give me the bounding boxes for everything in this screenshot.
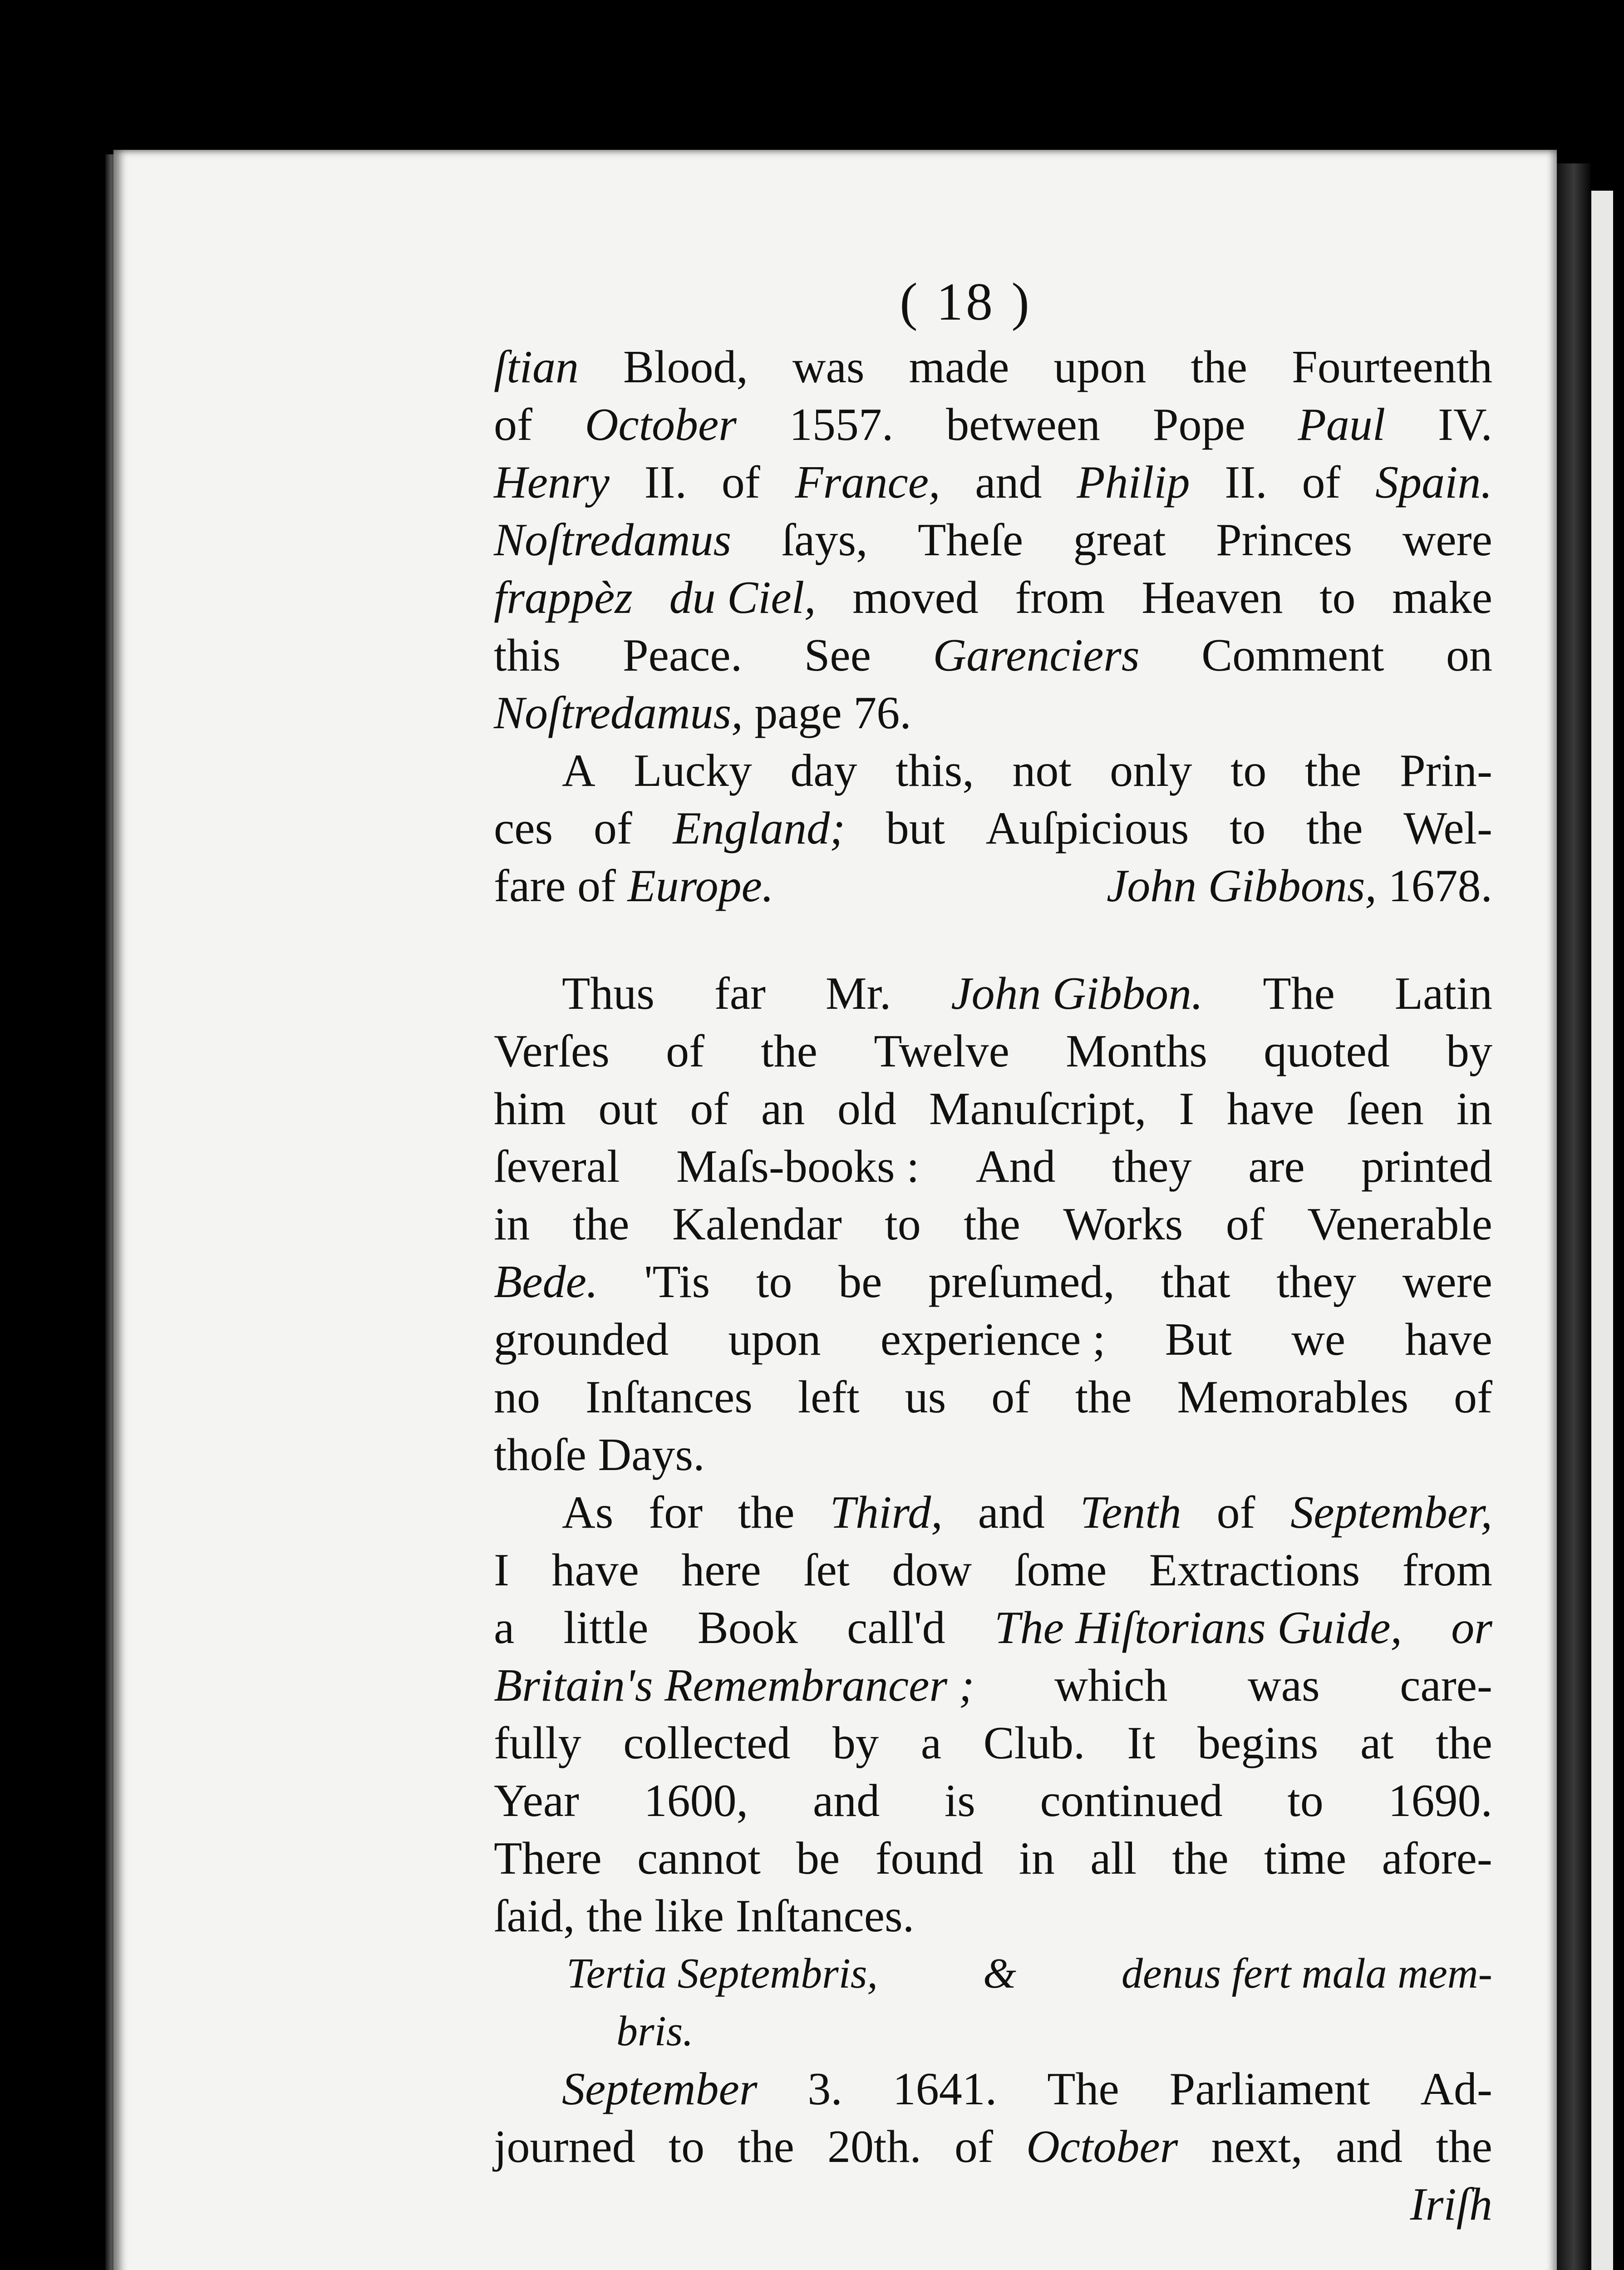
word: Britain's Remembrancer ;	[494, 1660, 974, 1711]
word: by	[1446, 1026, 1492, 1077]
word: have	[1226, 1083, 1314, 1135]
word: upon	[1053, 341, 1147, 393]
text-line-10	[494, 857, 1492, 915]
word: not	[1012, 745, 1072, 796]
word: and	[812, 1775, 880, 1826]
word: of	[1454, 1372, 1492, 1423]
word: next,	[1211, 2121, 1303, 2172]
word: have	[1405, 1314, 1492, 1365]
word: no	[494, 1372, 540, 1423]
word: Book	[697, 1602, 798, 1653]
word: Noſtredamus,	[494, 687, 743, 739]
word: II.	[644, 457, 687, 508]
word: little	[563, 1602, 649, 1653]
word: Third,	[830, 1487, 943, 1538]
word: of	[721, 457, 760, 508]
word: collected	[623, 1717, 791, 1769]
word: Fourteenth	[1292, 341, 1492, 393]
word: Verſes	[494, 1026, 610, 1077]
word: for	[649, 1487, 703, 1538]
word: I	[1179, 1083, 1195, 1135]
word: and	[978, 1487, 1045, 1538]
word: Auſpicious	[985, 803, 1189, 854]
word: a	[920, 1717, 941, 1769]
word: to	[1319, 572, 1356, 623]
text-line-19	[494, 1426, 1492, 1484]
word: in	[1456, 1083, 1492, 1135]
word: frappèz	[494, 572, 633, 623]
word: to	[756, 1256, 792, 1308]
text-line-26	[494, 1830, 1492, 1887]
page-text	[494, 268, 1492, 2233]
word: &	[983, 1950, 1016, 1997]
text-line-11	[494, 965, 1492, 1022]
word: ces	[494, 803, 553, 854]
word: denus fert mala mem-	[1121, 1950, 1492, 1997]
word: and	[975, 457, 1042, 508]
word: Months	[1066, 1026, 1207, 1077]
word: The	[1047, 2063, 1119, 2115]
text-line-23	[494, 1657, 1492, 1714]
word: du Ciel,	[669, 572, 816, 623]
text-line-22	[494, 1599, 1492, 1657]
word: were	[1402, 514, 1492, 566]
text-line-2	[494, 396, 1492, 454]
word: Pope	[1152, 399, 1245, 450]
word: Tertia Septembris,	[566, 1950, 878, 1997]
word: Venerable	[1307, 1199, 1492, 1250]
word: we	[1291, 1314, 1346, 1365]
word: an	[761, 1083, 805, 1135]
word: The Hiſtorians Guide,	[994, 1602, 1403, 1653]
text-line-17	[494, 1311, 1492, 1368]
text-line-20	[494, 1484, 1492, 1541]
word: ſtian	[494, 341, 579, 393]
text-line-7	[494, 684, 1492, 742]
word: September,	[1290, 1487, 1492, 1538]
text-line-14	[494, 1138, 1492, 1195]
text-line-16	[494, 1253, 1492, 1311]
word: John Gibbons,	[1107, 860, 1377, 912]
word: 3.	[807, 2063, 842, 2115]
word: left	[797, 1372, 860, 1423]
word: Princes	[1216, 514, 1353, 566]
word: the	[1172, 1833, 1229, 1884]
text-line-4	[494, 511, 1492, 569]
word: the	[964, 1199, 1020, 1250]
word: Bede.	[494, 1256, 598, 1308]
word: like	[655, 1890, 724, 1942]
word: ſome	[1014, 1545, 1107, 1596]
word: Iriſh	[1410, 2179, 1492, 2230]
word: which	[1054, 1660, 1168, 1711]
word: only	[1110, 745, 1192, 796]
word: grounded	[494, 1314, 669, 1365]
word: John Gibbon.	[951, 968, 1203, 1019]
word: Heaven	[1142, 572, 1283, 623]
word: is	[944, 1775, 975, 1826]
page-edge-shadow	[1557, 163, 1591, 2270]
word: of	[494, 399, 532, 450]
word: 1641.	[892, 2063, 997, 2115]
word: the	[1306, 803, 1363, 854]
word: bris.	[616, 2008, 694, 2055]
word: made	[909, 341, 1009, 393]
word: ſays,	[781, 514, 868, 566]
word: of	[991, 1372, 1030, 1423]
word: at	[1360, 1717, 1394, 1769]
word: Days.	[598, 1429, 705, 1480]
word: in	[1019, 1833, 1055, 1884]
word: day	[790, 745, 857, 796]
word: of	[690, 1083, 729, 1135]
text-line-28	[494, 1945, 1492, 2003]
word: page	[754, 687, 842, 739]
word: the	[1436, 1717, 1492, 1769]
text-line-29	[494, 2003, 1492, 2060]
word: Philip	[1077, 457, 1190, 508]
word: be	[838, 1256, 882, 1308]
word: of	[593, 803, 632, 854]
word: from	[1402, 1545, 1492, 1596]
text-line-3	[494, 454, 1492, 511]
word: dow	[892, 1545, 972, 1596]
word: and	[1335, 2121, 1403, 2172]
word: 1690.	[1388, 1775, 1492, 1826]
text-line-1	[494, 338, 1492, 396]
text-line-30	[494, 2060, 1492, 2118]
word: And	[975, 1141, 1056, 1192]
word: Kalendar	[672, 1199, 842, 1250]
word: Europe.	[627, 860, 774, 912]
word: Memorables	[1177, 1372, 1409, 1423]
word: are	[1248, 1141, 1305, 1192]
word: Paul	[1298, 399, 1386, 450]
word: to	[1287, 1775, 1324, 1826]
word: Garenciers	[933, 630, 1140, 681]
word: make	[1392, 572, 1492, 623]
word: Extractions	[1149, 1545, 1360, 1596]
word: this	[494, 630, 561, 681]
word: See	[804, 630, 871, 681]
word: continued	[1040, 1775, 1223, 1826]
word: Manuſcript,	[929, 1083, 1147, 1135]
text-line-5	[494, 569, 1492, 627]
next-page-edge	[1591, 191, 1613, 2270]
word: a	[494, 1602, 515, 1653]
text-line-24	[494, 1714, 1492, 1772]
word: the	[1436, 2121, 1492, 2172]
word: was	[1248, 1660, 1320, 1711]
word: Twelve	[874, 1026, 1009, 1077]
word: A	[562, 745, 595, 796]
word: Blood,	[623, 341, 748, 393]
text-line-6	[494, 627, 1492, 684]
word: by	[832, 1717, 879, 1769]
word: II.	[1225, 457, 1267, 508]
word: quoted	[1264, 1026, 1390, 1077]
word: fare	[494, 860, 566, 912]
word: Noſtredamus	[494, 514, 732, 566]
word: the	[738, 2121, 794, 2172]
word: Wel-	[1403, 803, 1492, 854]
word: found	[875, 1833, 984, 1884]
word: Inſtances.	[735, 1890, 915, 1942]
word: us	[905, 1372, 946, 1423]
word: this,	[895, 745, 974, 796]
word: ſet	[803, 1545, 850, 1596]
word: in	[494, 1199, 530, 1250]
word: experience ;	[880, 1314, 1106, 1365]
word: to	[885, 1199, 921, 1250]
word: England;	[673, 803, 846, 854]
word: begins	[1197, 1717, 1319, 1769]
word: Lucky	[634, 745, 752, 796]
word: preſumed,	[928, 1256, 1115, 1308]
word: moved	[852, 572, 979, 623]
word: The	[1263, 968, 1335, 1019]
word: Spain.	[1375, 457, 1492, 508]
word: fully	[494, 1717, 581, 1769]
word: from	[1015, 572, 1105, 623]
word: 1557.	[789, 399, 894, 450]
word: call'd	[847, 1602, 945, 1653]
word: thoſe	[494, 1429, 586, 1480]
word: 20th.	[827, 2121, 921, 2172]
word: Henry	[494, 457, 610, 508]
word: time	[1264, 1833, 1347, 1884]
word: Peace.	[622, 630, 743, 681]
word: Year	[494, 1775, 579, 1826]
word: ſaid,	[494, 1890, 575, 1942]
word: that	[1161, 1256, 1230, 1308]
text-line-12	[494, 1022, 1492, 1080]
word: they	[1276, 1256, 1356, 1308]
word: to	[1230, 745, 1267, 796]
word: Comment	[1201, 630, 1384, 681]
word: 'Tis	[644, 1256, 710, 1308]
word: to	[1230, 803, 1266, 854]
word: 1600,	[644, 1775, 748, 1826]
word: the	[761, 1026, 817, 1077]
word: 76.	[853, 687, 911, 739]
text-line-27	[494, 1887, 1492, 1945]
word: IV.	[1437, 399, 1492, 450]
word: There	[494, 1833, 602, 1884]
word: they	[1112, 1141, 1192, 1192]
text-line-21	[494, 1541, 1492, 1599]
text-line-31	[494, 2118, 1492, 2176]
word: on	[1446, 630, 1492, 681]
word: of	[1216, 1487, 1255, 1538]
word: was	[792, 341, 865, 393]
word: care-	[1400, 1660, 1492, 1711]
word: the	[1304, 745, 1362, 796]
word: were	[1402, 1256, 1492, 1308]
text-line-13	[494, 1080, 1492, 1138]
word: Club.	[983, 1717, 1085, 1769]
word: be	[796, 1833, 840, 1884]
word: great	[1073, 514, 1166, 566]
word: But	[1165, 1314, 1232, 1365]
word: It	[1127, 1717, 1156, 1769]
word: afore-	[1382, 1833, 1492, 1884]
text-line-18	[494, 1368, 1492, 1426]
catchword	[494, 2176, 1492, 2233]
word: of	[666, 1026, 705, 1077]
word: ſeveral	[494, 1141, 620, 1192]
word: of	[1225, 1199, 1265, 1250]
word: out	[598, 1083, 658, 1135]
word: Theſe	[918, 514, 1024, 566]
word: all	[1090, 1833, 1137, 1884]
word: the	[1191, 341, 1248, 393]
word: As	[562, 1487, 614, 1538]
word: ſeen	[1347, 1083, 1424, 1135]
word: cannot	[637, 1833, 761, 1884]
word: Inſtances	[585, 1372, 753, 1423]
word: I	[494, 1545, 509, 1596]
text-line-8	[494, 742, 1492, 799]
word: the	[586, 1890, 643, 1942]
text-line-9	[494, 799, 1492, 857]
text-line-25	[494, 1772, 1492, 1830]
word: Works	[1063, 1199, 1183, 1250]
word: Latin	[1394, 968, 1492, 1019]
word: upon	[728, 1314, 821, 1365]
word: of	[577, 860, 616, 912]
word: September	[562, 2063, 758, 2115]
word: the	[1075, 1372, 1132, 1423]
word: between	[946, 399, 1100, 450]
word: the	[738, 1487, 795, 1538]
word: him	[494, 1083, 566, 1135]
word: Prin-	[1399, 745, 1492, 796]
word: October	[1026, 2121, 1178, 2172]
word: here	[681, 1545, 761, 1596]
page-number: ( 18 )	[900, 272, 1032, 331]
word: Ad-	[1420, 2063, 1492, 2115]
word: October	[585, 399, 737, 450]
word: the	[572, 1199, 630, 1250]
word: Tenth	[1080, 1487, 1181, 1538]
word: far	[714, 968, 766, 1019]
word: journed	[494, 2121, 635, 2172]
word: of	[955, 2121, 993, 2172]
word: to	[668, 2121, 705, 2172]
word: have	[551, 1545, 639, 1596]
word: 1678.	[1388, 860, 1492, 912]
word: old	[837, 1083, 897, 1135]
word: but	[886, 803, 945, 854]
word: of	[1302, 457, 1341, 508]
word: or	[1451, 1602, 1492, 1653]
word: France,	[795, 457, 940, 508]
paragraph-gap	[494, 915, 1492, 965]
word: Mr.	[825, 968, 891, 1019]
word: Maſs-books :	[676, 1141, 920, 1192]
word: Thus	[562, 968, 655, 1019]
word: printed	[1361, 1141, 1492, 1192]
word: Parliament	[1169, 2063, 1370, 2115]
text-line-15	[494, 1195, 1492, 1253]
